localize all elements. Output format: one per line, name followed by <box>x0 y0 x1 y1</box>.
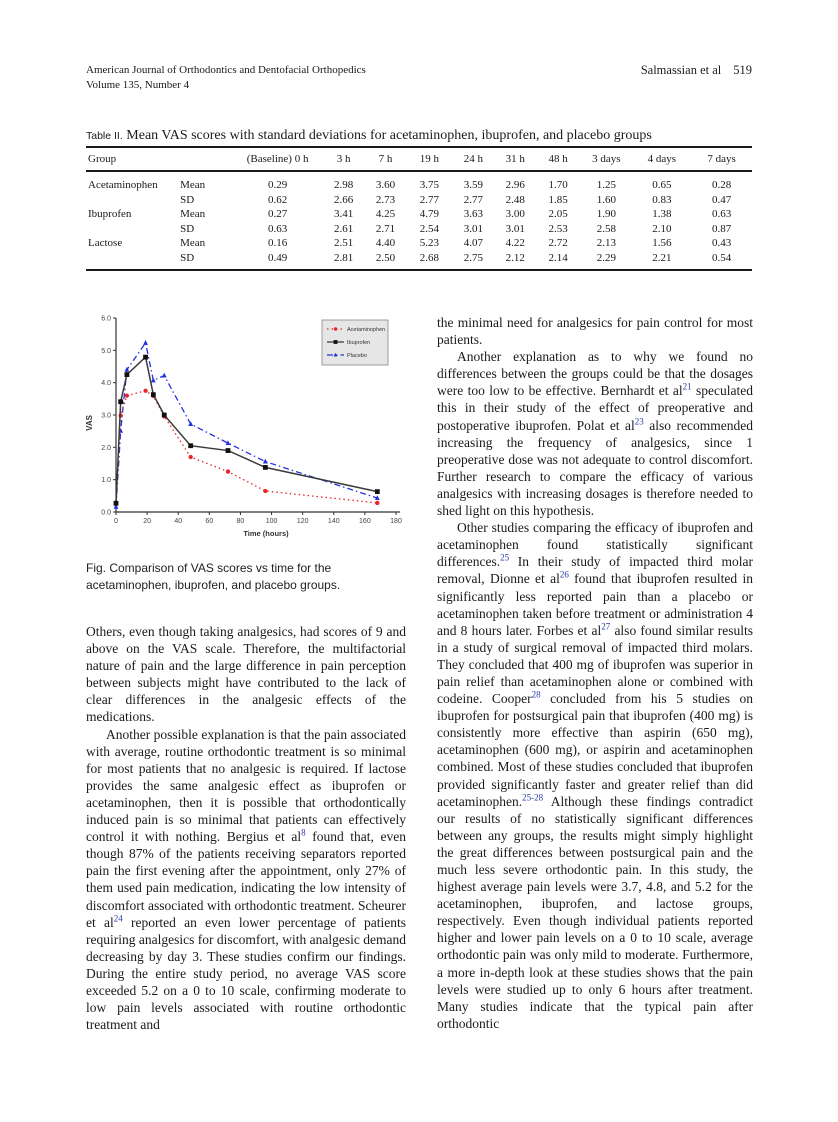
value-cell: 2.21 <box>652 251 672 264</box>
stat-cell: SD <box>180 222 195 235</box>
group-cell: Ibuprofen <box>88 208 132 220</box>
citation-superscript[interactable]: 24 <box>113 913 123 924</box>
table-label: Table II. <box>86 130 123 142</box>
text-run: Although these findings contradict our results of no statistically significant differences between any groups, the results might simply highlight the great differences between postsurgical pain and the much less severe orthodontic pain. In this study, the highest average pain levels were 3.7, 4.8, and 5.2 for the acetaminophen, ibuprofen, and lactose groups, respectively. Even though individual patients reported higher and lower pain levels on a 0 to 10 scale, average orthodontic pain was only mild to moderate. Furthermore, a more in-depth look at these studies shows that the pain levels were studied up to only 6 hours after treatment. Many studies indicate that the typical pain after orthodontic <box>437 793 753 1031</box>
value-cell: 2.05 <box>548 208 568 220</box>
x-tick-label: 140 <box>327 518 340 525</box>
running-head <box>86 63 366 93</box>
circle-marker <box>263 489 267 493</box>
value-cell: 3.01 <box>463 222 483 235</box>
value-cell: 2.73 <box>375 193 396 206</box>
text-run: Other studies comparing the efficacy of ibuprofen and acetaminophen found statistically significant differences. <box>437 520 753 570</box>
value-cell: 0.62 <box>267 193 288 206</box>
value-cell: 0.27 <box>267 208 288 220</box>
column-header: 7 days <box>707 153 736 165</box>
value-cell: 0.63 <box>267 222 288 235</box>
y-tick-label: 0.0 <box>101 509 111 517</box>
value-cell: 2.14 <box>548 251 568 264</box>
table-row <box>86 207 752 222</box>
value-cell: 2.77 <box>463 193 483 206</box>
value-cell: 2.66 <box>333 193 354 206</box>
value-cell: 1.60 <box>596 193 616 206</box>
body-paragraph <box>437 348 753 519</box>
value-cell: 0.43 <box>711 237 732 249</box>
legend-label: Placebo <box>347 353 367 360</box>
x-tick-label: 180 <box>390 518 402 525</box>
y-tick-label: 1.0 <box>101 477 111 485</box>
table-header-row <box>86 147 752 171</box>
value-cell: 4.25 <box>375 208 396 220</box>
text-run: Another explanation as to why we found no differences between the groups could be that the dosages were too low to be effective. Bernhardt et al <box>437 349 753 399</box>
circle-marker <box>189 455 193 459</box>
column-header: 24 h <box>463 153 483 165</box>
column-header: (Baseline) 0 h <box>246 153 309 165</box>
group-cell <box>86 251 178 271</box>
triangle-marker <box>143 340 148 345</box>
table-title <box>86 128 752 144</box>
text-run: the minimal need for analgesics for pain control for most patients. <box>437 315 753 348</box>
x-tick-label: 20 <box>143 518 152 525</box>
citation-superscript[interactable]: 25 <box>500 552 510 563</box>
body-column-left <box>86 623 406 1033</box>
text-run: concluded from his 5 studies on ibuprofen for postsurgical pain that ibuprofen (400 mg) is consistently more effective than aspirin (650 mg), acetaminophen (600 mg), or aspirin and acetaminophen combined. Most of these studies concluded that ibuprofen provided significantly faster and greater relief than did acetaminophen. <box>437 691 753 809</box>
stat-cell: Mean <box>180 237 206 249</box>
stat-cell: Mean <box>180 179 206 191</box>
value-cell: 4.22 <box>505 237 525 249</box>
column-header: 3 h <box>336 153 351 165</box>
text-run: found that, even though 87% of the patients receiving separators reported pain the first evening after the appointment, only 27% of them used pain medication, indicating the low intensity of discomfort associated with orthodontic treatment. Scheurer et al <box>86 829 406 930</box>
square-marker <box>162 413 167 418</box>
x-tick-label: 60 <box>205 518 214 525</box>
x-axis-label: Time (hours) <box>243 529 289 538</box>
square-marker <box>188 443 193 448</box>
value-cell: 2.96 <box>505 179 525 191</box>
value-cell: 2.29 <box>596 251 616 264</box>
table-caption: Mean VAS scores with standard deviations for acetaminophen, ibuprofen, and placebo groups <box>126 128 652 143</box>
y-axis-label: VAS <box>85 415 94 431</box>
column-header: 3 days <box>592 153 621 165</box>
square-marker <box>151 392 156 397</box>
square-marker <box>124 372 129 377</box>
value-cell: 1.70 <box>548 179 568 191</box>
body-paragraph <box>86 623 406 726</box>
value-cell: 2.53 <box>548 222 568 235</box>
group-cell: Lactose <box>88 237 123 249</box>
value-cell: 2.12 <box>505 251 525 264</box>
series-line-acetaminophen <box>116 391 377 503</box>
value-cell: 1.25 <box>596 179 616 191</box>
value-cell: 0.54 <box>711 251 732 264</box>
square-marker <box>375 489 380 494</box>
square-marker <box>114 501 119 506</box>
x-tick-label: 160 <box>359 518 371 525</box>
value-cell: 2.98 <box>333 179 354 191</box>
body-paragraph <box>437 314 753 348</box>
value-cell: 3.60 <box>375 179 396 191</box>
value-cell: 2.81 <box>333 251 354 264</box>
square-marker <box>334 340 338 344</box>
value-cell: 0.63 <box>711 208 732 220</box>
value-cell: 2.77 <box>419 193 440 206</box>
page-number: 519 <box>733 63 752 77</box>
column-header: 4 days <box>647 153 677 165</box>
value-cell: 1.85 <box>548 193 568 206</box>
value-cell: 0.28 <box>711 179 732 191</box>
circle-marker <box>143 389 147 393</box>
vas-table <box>86 146 752 271</box>
circle-marker <box>334 327 337 330</box>
text-run: Another possible explanation is that the pain associated with average, routine orthodontic treatment is so minimal for most patients that no analgesic is required. If lactose provides the same analgesic effect as ibuprofen or acetaminophen, then it is possible that orthodontically induced pain is so minimal that patients can effectively control it with nothing. Bergius et al <box>86 726 406 845</box>
table-row <box>86 236 752 251</box>
value-cell: 1.38 <box>652 208 672 220</box>
body-paragraph <box>437 519 753 1032</box>
value-cell: 2.50 <box>375 251 396 264</box>
value-cell: 1.56 <box>652 237 672 249</box>
running-head-right <box>641 63 752 78</box>
triangle-marker <box>151 378 156 383</box>
value-cell: 3.01 <box>505 222 525 235</box>
circle-marker <box>125 393 129 397</box>
vas-line-chart <box>80 305 415 550</box>
triangle-marker <box>162 373 167 378</box>
group-cell: Acetaminophen <box>88 179 158 191</box>
y-tick-label: 2.0 <box>101 444 111 452</box>
column-header: 7 h <box>378 153 393 165</box>
body-paragraph <box>86 726 406 1034</box>
citation-superscript[interactable]: 8 <box>301 827 306 838</box>
authors: Salmassian et al <box>640 63 722 77</box>
column-header: Group <box>88 153 117 165</box>
text-run: reported an even lower percentage of patients requiring analgesics for discomfort, with analgesic demand decreasing by day 3. These studies confirm our findings. During the entire study period, no average VAS score exceeded 5.2 on a 0 to 10 scale, confirming moderate to low pain levels associated with routine orthodontic treatment and <box>86 914 406 1033</box>
value-cell: 0.49 <box>267 251 288 264</box>
citation-superscript[interactable]: 26 <box>559 569 569 580</box>
square-marker <box>118 399 123 404</box>
value-cell: 2.58 <box>596 222 616 235</box>
value-cell: 2.54 <box>419 222 440 235</box>
citation-superscript[interactable]: 23 <box>634 416 644 427</box>
text-run: found that ibuprofen resulted in significantly less reported pain than a placebo or acetaminophen taken before treatment or administration 4 and 8 hours later. Forbes et al <box>437 571 753 638</box>
citation-superscript[interactable]: 28 <box>531 689 541 700</box>
column-header: 31 h <box>505 153 525 165</box>
value-cell: 0.87 <box>711 222 732 235</box>
text-run: also found similar results in a study of surgical removal of impacted third molars. They concluded that 400 mg of ibuprofen was superior in pain relief than acetaminophen alone or combined with codeine. Cooper <box>437 622 754 707</box>
square-marker <box>263 465 268 470</box>
journal-volume: Volume 135, Number 4 <box>86 79 190 91</box>
group-cell <box>86 193 178 208</box>
x-tick-label: 100 <box>265 518 278 525</box>
x-tick-label: 0 <box>114 518 118 525</box>
value-cell: 3.75 <box>419 179 440 191</box>
value-cell: 4.07 <box>463 237 483 249</box>
value-cell: 2.13 <box>596 237 616 249</box>
value-cell: 0.65 <box>652 179 672 191</box>
x-tick-label: 40 <box>174 518 183 525</box>
x-tick-label: 80 <box>236 518 245 525</box>
value-cell: 0.16 <box>267 237 288 249</box>
value-cell: 0.29 <box>267 179 288 191</box>
triangle-marker <box>263 459 268 464</box>
value-cell: 4.40 <box>375 237 396 249</box>
value-cell: 3.41 <box>333 208 354 220</box>
text-run: Others, even though taking analgesics, had scores of 9 and above on the VAS scale. Therefore, the multifactorial nature of pain and the large difference in pain perception between subjects might have contributed to the lack of clear differences in the analgesic effects of the medications. <box>86 624 406 725</box>
journal-name: American Journal of Orthodontics and Dentofacial Orthopedics <box>86 64 366 76</box>
circle-marker <box>226 469 230 473</box>
citation-superscript[interactable]: 25-28 <box>522 792 544 803</box>
column-header: 48 h <box>548 153 568 165</box>
text-run: In their study of impacted third molar removal, Dionne et al <box>437 554 753 587</box>
table-row <box>86 222 752 237</box>
square-marker <box>143 355 148 360</box>
value-cell: 3.63 <box>463 208 483 220</box>
group-cell <box>86 222 178 237</box>
value-cell: 4.79 <box>419 208 440 220</box>
table-row <box>86 193 752 208</box>
series-line-ibuprofen <box>116 357 377 503</box>
x-tick-label: 120 <box>296 518 309 525</box>
citation-superscript[interactable]: 21 <box>682 381 692 392</box>
value-cell: 2.72 <box>548 237 568 249</box>
value-cell: 0.83 <box>652 193 672 206</box>
stat-cell: SD <box>180 193 195 206</box>
stat-cell: Mean <box>180 208 206 220</box>
text-run: speculated this in their study of the effect of preoperative and postoperative ibuprofen. Polat et al <box>437 383 753 433</box>
table-row <box>86 171 752 193</box>
value-cell: 1.90 <box>596 208 616 220</box>
square-marker <box>226 448 231 453</box>
column-header <box>178 147 232 171</box>
value-cell: 3.00 <box>505 208 525 220</box>
value-cell: 2.68 <box>419 251 440 264</box>
citation-superscript[interactable]: 27 <box>601 621 611 632</box>
column-header: 19 h <box>419 153 440 165</box>
legend-label: Acetaminophen <box>347 327 386 334</box>
value-cell: 2.71 <box>375 222 396 235</box>
value-cell: 2.10 <box>652 222 672 235</box>
table-row <box>86 251 752 271</box>
text-run: also recommended increasing the frequency of analgesics, since 1 preoperative dose was not adequate to control discomfort. Further research to compare the efficacy of various analgesics with increasing dosages is therefore needed to shed light on this hypothesis. <box>437 417 753 519</box>
body-column-right <box>437 314 753 1032</box>
value-cell: 2.75 <box>463 251 483 264</box>
value-cell: 2.51 <box>333 237 354 249</box>
value-cell: 2.61 <box>333 222 354 235</box>
value-cell: 2.48 <box>505 193 525 206</box>
stat-cell: SD <box>180 251 195 264</box>
circle-marker <box>375 501 379 505</box>
legend-label: Ibuprofen <box>347 340 371 347</box>
value-cell: 0.47 <box>711 193 732 206</box>
series-line-placebo <box>116 343 377 507</box>
value-cell: 5.23 <box>419 237 440 249</box>
y-tick-label: 6.0 <box>101 315 111 323</box>
value-cell: 3.59 <box>463 179 483 191</box>
y-tick-label: 4.0 <box>101 380 111 388</box>
y-tick-label: 5.0 <box>101 347 111 355</box>
figure-caption: Fig. Comparison of VAS scores vs time for the acetaminophen, ibuprofen, and placebo groups. <box>86 561 341 592</box>
y-tick-label: 3.0 <box>101 412 111 420</box>
